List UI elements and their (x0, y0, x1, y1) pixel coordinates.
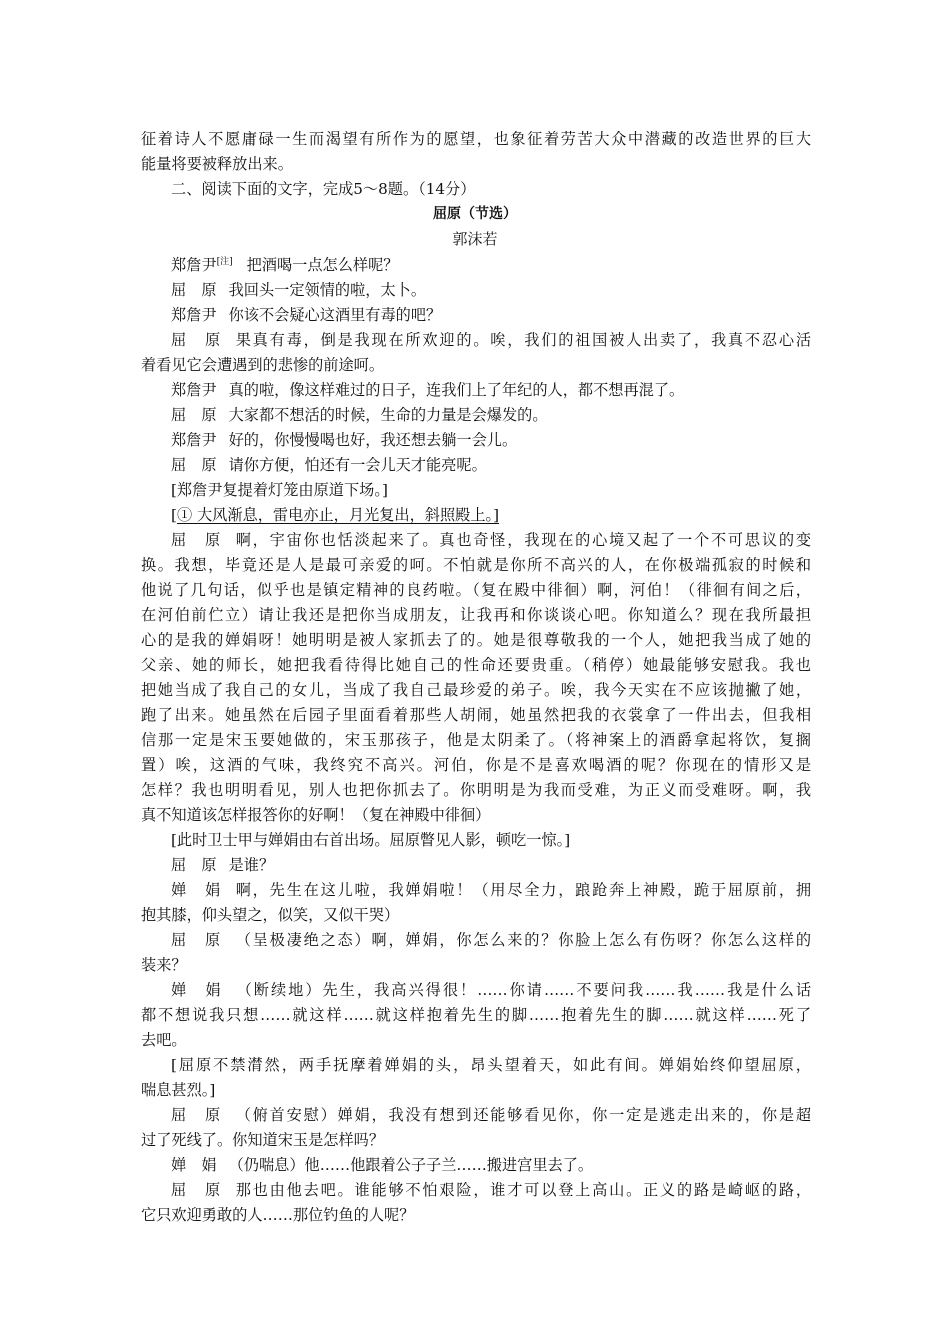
speaker-name: 屈 原 (171, 856, 217, 874)
monologue-continuation: 心的是我的婵娟呀！她明明是被人家抓去了的。她是很尊敬我的一个人，她把我当成了她的 (141, 631, 811, 649)
dialogue-line (171, 255, 841, 275)
section-heading: 二、阅读下面的文字，完成5～8题。（14分） (171, 180, 476, 198)
dialogue-line (171, 405, 841, 425)
dialogue-text: （呈极凄绝之态）啊，婵娟，你怎么来的？你脸上怎么有伤呀？你怎么这样的 (233, 931, 812, 949)
dialogue-text: 啊，宇宙你也恬淡起来了。真也奇怪，我现在的心境又起了一个不可思议的变 (233, 531, 812, 549)
speaker-name: 屈 原 (171, 281, 217, 299)
dialogue-continuation: 去吧。 (141, 1031, 187, 1049)
speaker-name: 屈 原 (171, 331, 222, 349)
bracket-open: [ (171, 506, 177, 524)
dialogue-continuation: 装来？ (141, 956, 187, 974)
stage-direction: [郑詹尹复提着灯笼由原道下场。] (171, 481, 388, 499)
underlined-text: ① 大风渐息，雷电亦止，月光复出，斜照殿上。] (176, 506, 500, 524)
play-author: 郭沫若 (452, 230, 498, 248)
monologue-continuation: 把她当成了我自己的女儿，当成了我自己最珍爱的弟子。唉，我今天实在不应该抛撇了她， (141, 681, 811, 699)
speaker-name: 郑詹尹 (171, 381, 217, 399)
dialogue-line (171, 430, 841, 450)
monologue-line (171, 530, 811, 550)
speaker-name: 屈 原 (171, 406, 217, 424)
dialogue-line (171, 1155, 841, 1175)
monologue-continuation: 置）唉，这酒的气味，我终究不高兴。河伯，你是不是喜欢喝酒的呢？你现在的情形又是 (141, 756, 811, 774)
monologue-continuation: 真不知道该怎样报答你的好啊！（复在神殿中徘徊） (141, 806, 491, 824)
speaker-name: 婵 娟 (171, 881, 222, 899)
dialogue-text: 真的啦，像这样难过的日子，连我们上了年纪的人，都不想再混了。 (228, 381, 685, 399)
monologue-continuation: 父亲、她的师长，她把我看待得比她自己的性命还要贵重。（稍停）她最能够安慰我。我也 (141, 656, 811, 674)
note-marker: [注] (216, 257, 233, 267)
dialogue-text: （俯首安慰）婵娟，我没有想到还能够看见你，你一定是逃走出来的，你是超 (233, 1106, 812, 1124)
dialogue-continuation: 着看见它会遭遇到的悲惨的前途呵。 (141, 356, 384, 374)
speaker-name: 屈 原 (171, 931, 222, 949)
intro-line-1: 征着诗人不愿庸碌一生而渴望有所作为的愿望，也象征着劳苦大众中潜藏的改造世界的巨大 (141, 130, 811, 148)
stage-direction-underlined (171, 505, 841, 525)
dialogue-continuation: 抱其膝，仰头望之，似笑，又似干哭） (141, 906, 400, 924)
dialogue-text: 把酒喝一点怎么样呢？ (246, 256, 399, 274)
speaker-name: 婵 娟 (171, 1156, 217, 1174)
dialogue-line (171, 280, 841, 300)
speaker-name: 屈 原 (171, 456, 217, 474)
play-title: 屈原（节选） (433, 206, 517, 222)
speaker-name: 屈 原 (171, 1181, 222, 1199)
dialogue-line (171, 330, 811, 350)
dialogue-line (171, 305, 841, 325)
dialogue-line (171, 455, 841, 475)
dialogue-line (171, 1105, 811, 1125)
dialogue-line (171, 930, 811, 950)
monologue-continuation: 跑了出来。她虽然在后园子里面看着那些人胡闹，她虽然把我的衣裳拿了一件出去，但我相 (141, 706, 811, 724)
stage-direction-continuation: 喘息甚烈。] (141, 1081, 216, 1099)
speaker-name: 屈 原 (171, 1106, 222, 1124)
dialogue-text: 请你方便，怕还有一会儿天才能亮呢。 (228, 456, 487, 474)
dialogue-line (171, 380, 841, 400)
dialogue-line (171, 880, 811, 900)
speaker-name: 婵 娟 (171, 981, 223, 999)
dialogue-continuation: 都不想说我只想……就这样……就这样抱着先生的脚……抱着先生的脚……就这样……死了 (141, 1006, 811, 1024)
dialogue-text: 果真有毒，倒是我现在所欢迎的。唉，我们的祖国被人出卖了，我真不忍心活 (233, 331, 812, 349)
monologue-continuation: 换。我想，毕竟还是人是最可亲爱的呵。不怕就是你所不高兴的人，在你极端孤寂的时候和 (141, 556, 811, 574)
dialogue-text: 啊，先生在这儿啦，我婵娟啦！（用尽全力，踉跄奔上神殿，跪于屈原前，拥 (233, 881, 812, 899)
dialogue-continuation: 过了死线了。你知道宋玉是怎样吗？ (141, 1131, 384, 1149)
dialogue-text: 大家都不想活的时候，生命的力量是会爆发的。 (228, 406, 548, 424)
monologue-continuation: 信那一定是宋玉要她做的，宋玉那孩子，他是太阴柔了。（将神案上的酒爵拿起将饮，复搁 (141, 731, 811, 749)
dialogue-line (171, 1180, 811, 1200)
dialogue-line (171, 980, 811, 1000)
monologue-continuation: 他说了几句话，似乎也是镇定精神的良药啦。（复在殿中徘徊）啊，河伯！（徘徊有间之后， (141, 581, 811, 599)
monologue-continuation: 在河伯前伫立）请让我还是把你当成朋友，让我再和你谈谈心吧。你知道么？现在我所最担 (141, 606, 811, 624)
dialogue-text: 你该不会疑心这酒里有毒的吧？ (228, 306, 442, 324)
speaker-name: 郑詹尹 (171, 256, 217, 274)
dialogue-line (171, 855, 841, 875)
dialogue-text: 我回头一定领情的啦，太卜。 (228, 281, 426, 299)
monologue-continuation: 怎样？我也明明看见，别人也把你抓去了。你明明是为我而受难，为正义而受难呀。啊，我 (141, 781, 811, 799)
speaker-name: 屈 原 (171, 531, 222, 549)
dialogue-text: （断续地）先生，我高兴得很！……你请……不要问我……我……我是什么话 (234, 981, 812, 999)
dialogue-text: （仍喘息）他……他跟着公子子兰……搬进宫里去了。 (228, 1156, 594, 1174)
dialogue-text: 好的，你慢慢喝也好，我还想去躺一会儿。 (228, 431, 518, 449)
dialogue-continuation: 它只欢迎勇敢的人……那位钓鱼的人呢？ (141, 1206, 415, 1224)
dialogue-text: 是谁？ (228, 856, 275, 874)
speaker-name: 郑詹尹 (171, 431, 217, 449)
intro-line-2: 能量将要被释放出来。 (141, 155, 293, 173)
speaker-name: 郑詹尹 (171, 306, 217, 324)
stage-direction: [此时卫士甲与婵娟由右首出场。屈原瞥见人影，顿吃一惊。] (171, 831, 571, 849)
dialogue-text: 那也由他去吧。谁能够不怕艰险，谁才可以登上高山。正义的路是崎岖的路， (233, 1181, 812, 1199)
stage-direction: [屈原不禁潸然，两手抚摩着婵娟的头，昂头望着天，如此有间。婵娟始终仰望屈原， (171, 1056, 811, 1074)
